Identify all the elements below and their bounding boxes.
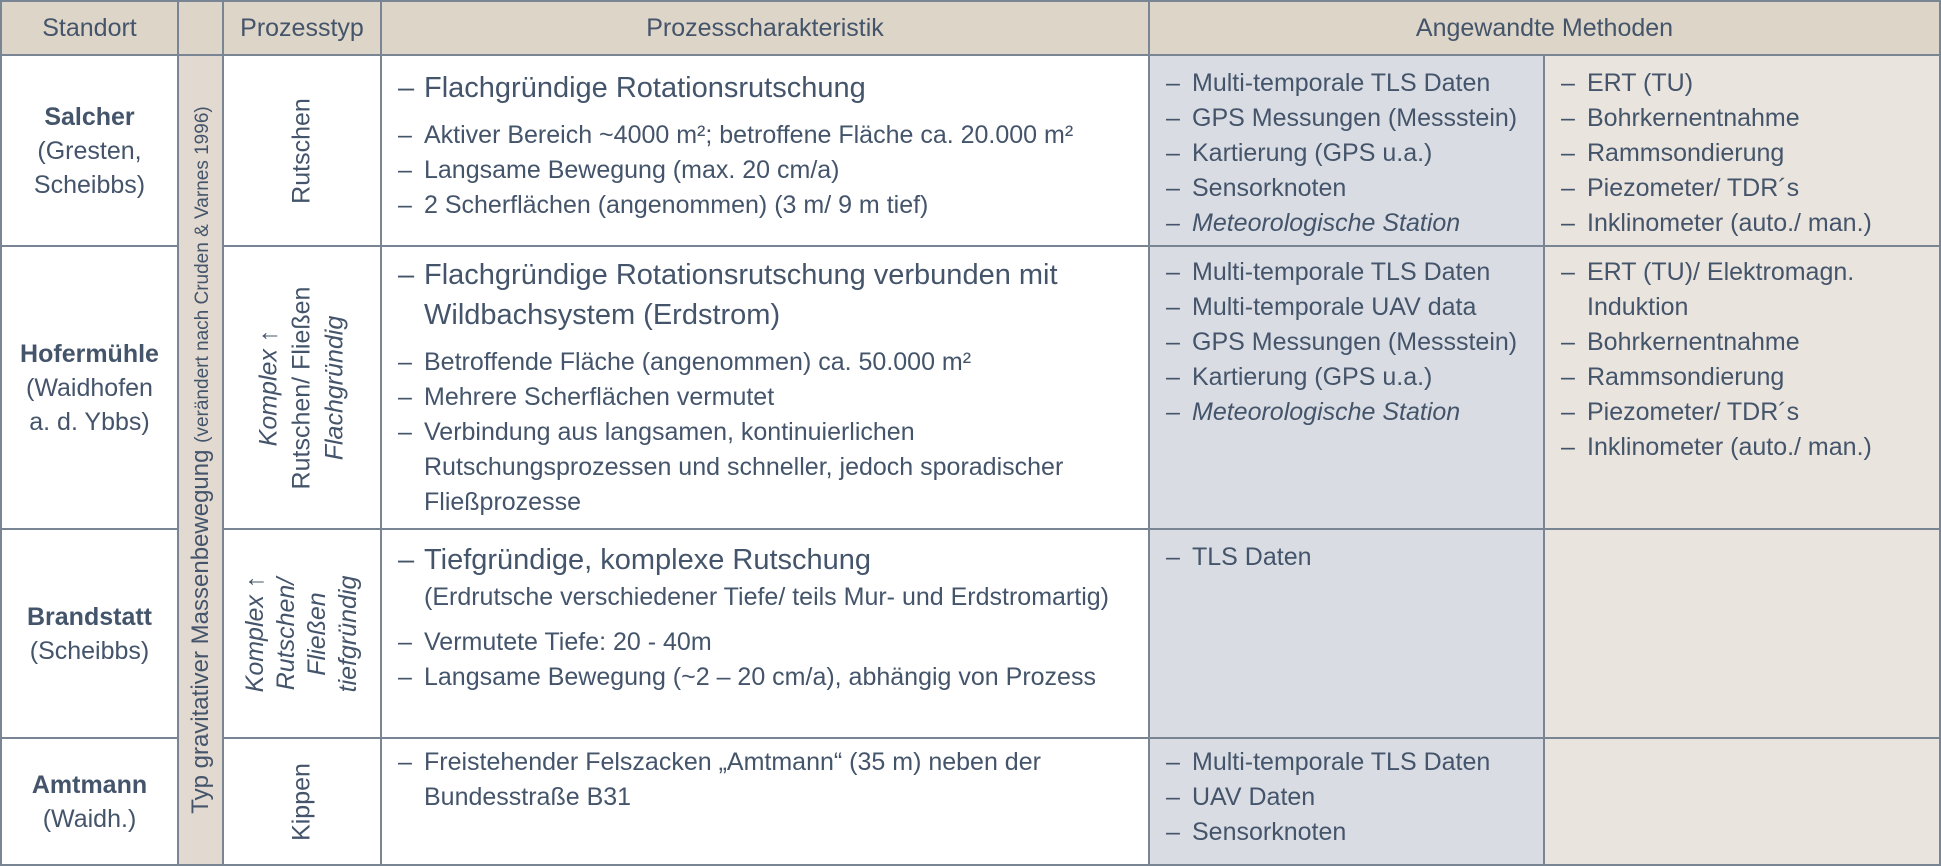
header-prozesstyp: Prozesstyp xyxy=(222,0,382,56)
list-item: – Kartierung (GPS u.a.) xyxy=(1162,136,1537,171)
charakteristik-amtmann xyxy=(380,737,1150,866)
list-item: – Multi-temporale UAV data xyxy=(1162,290,1537,325)
header-prozesscharakteristik: Prozesscharakteristik xyxy=(380,0,1150,56)
list-item: – Meteorologische Station xyxy=(1162,395,1537,430)
list-item: – Rammsondierung xyxy=(1557,360,1933,395)
list-item: – Inklinometer (auto./ man.) xyxy=(1557,430,1933,465)
process-title: – Flachgründige Rotationsrutschung xyxy=(394,68,1138,108)
type-depth: Flachgründig xyxy=(320,315,349,460)
site-location: (Waidh.) xyxy=(42,804,137,833)
header-spacer xyxy=(177,0,224,56)
methods2-amtmann xyxy=(1543,737,1941,866)
header-angewandte-methoden: Angewandte Methoden xyxy=(1148,0,1941,56)
prozesstyp-amtmann xyxy=(222,737,382,866)
type-label: Kippen xyxy=(287,762,316,841)
standort-salcher xyxy=(0,54,179,247)
header-standort: Standort xyxy=(0,0,179,56)
type-fliessen: Fließen xyxy=(303,591,331,676)
methods1-brandstatt xyxy=(1148,528,1545,739)
list-item: – Mehrere Scherflächen vermutet xyxy=(394,380,1138,415)
list-item: – Sensorknoten xyxy=(1162,171,1537,206)
list-item: – Vermutete Tiefe: 20 - 40m xyxy=(394,625,1138,660)
list-item: – GPS Messungen (Messstein) xyxy=(1162,325,1537,360)
type-depth: tiefgründig xyxy=(334,575,362,692)
list-item: – TLS Daten xyxy=(1162,540,1537,575)
site-name: Amtmann xyxy=(31,770,148,799)
vertical-type-source: (verändert nach Cruden & Varnes 1996) xyxy=(191,106,213,443)
standort-hofermuehle xyxy=(0,245,179,530)
methods2-salcher xyxy=(1543,54,1941,247)
process-title: – Flachgründige Rotationsrutschung verbunden mit Wildbachsystem (Erdstrom) xyxy=(394,255,1138,335)
list-item: – Kartierung (GPS u.a.) xyxy=(1162,360,1537,395)
list-item: – Multi-temporale TLS Daten xyxy=(1162,255,1537,290)
list-item: – UAV Daten xyxy=(1162,780,1537,815)
methods1-hofermuehle xyxy=(1148,245,1545,530)
list-item: – Bohrkernentnahme xyxy=(1557,325,1933,360)
process-title: – Tiefgründige, komplexe Rutschung xyxy=(394,540,1138,580)
list-item: – Langsame Bewegung (~2 – 20 cm/a), abhängig von Prozess xyxy=(394,660,1138,695)
list-item: – Langsame Bewegung (max. 20 cm/a) xyxy=(394,153,1138,188)
site-location: (Scheibbs) xyxy=(29,636,150,665)
list-item: – Bohrkernentnahme xyxy=(1557,101,1933,136)
type-label xyxy=(253,286,352,489)
charakteristik-salcher xyxy=(380,54,1150,247)
list-item: – GPS Messungen (Messstein) xyxy=(1162,101,1537,136)
charakteristik-hofermuehle xyxy=(380,245,1150,530)
methods2-brandstatt xyxy=(1543,528,1941,739)
site-name: Salcher xyxy=(44,102,135,131)
prozesstyp-hofermuehle xyxy=(222,245,382,530)
list-item: – Piezometer/ TDR´s xyxy=(1557,171,1933,206)
list-item: – Piezometer/ TDR´s xyxy=(1557,395,1933,430)
list-item: – ERT (TU)/ Elektromagn. Induktion xyxy=(1557,255,1933,325)
type-komplex: Komplex ↑ xyxy=(254,329,283,446)
site-location: a. d. Ybbs) xyxy=(29,407,150,436)
methods1-amtmann xyxy=(1148,737,1545,866)
vertical-type-main: Typ gravitativer Massenbewegung xyxy=(186,449,214,814)
site-location: (Waidhofen xyxy=(26,373,153,402)
list-item: – Inklinometer (auto./ man.) xyxy=(1557,206,1933,241)
standort-amtmann xyxy=(0,737,179,866)
list-item: – 2 Scherflächen (angenommen) (3 m/ 9 m tief) xyxy=(394,188,1138,223)
type-rutschen: Rutschen/ Fließen xyxy=(287,286,316,489)
standort-brandstatt xyxy=(0,528,179,739)
list-item: – Sensorknoten xyxy=(1162,815,1537,850)
list-item: – Betroffende Fläche (angenommen) ca. 50.000 m² xyxy=(394,345,1138,380)
site-location: (Gresten, xyxy=(37,136,142,165)
type-label xyxy=(240,575,364,692)
list-item: – Meteorologische Station xyxy=(1162,206,1537,241)
prozesstyp-salcher xyxy=(222,54,382,247)
list-item: – ERT (TU) xyxy=(1557,66,1933,101)
process-subtitle: (Erdrutsche verschiedener Tiefe/ teils Mur- und Erdstromartig) xyxy=(424,583,1109,611)
type-label: Rutschen xyxy=(287,97,316,204)
list-item: – Freistehender Felszacken „Amtmann“ (35 m) neben der Bundesstraße B31 xyxy=(394,745,1138,815)
list-item: – Verbindung aus langsamen, kontinuierlichen Rutschungsprozessen und schneller, jedoch sporadischer Fließprozesse xyxy=(394,415,1138,520)
methods2-hofermuehle xyxy=(1543,245,1941,530)
charakteristik-brandstatt xyxy=(380,528,1150,739)
list-item: – Multi-temporale TLS Daten xyxy=(1162,745,1537,780)
list-item: – Multi-temporale TLS Daten xyxy=(1162,66,1537,101)
type-rutschen: Rutschen/ xyxy=(272,577,300,690)
site-name: Brandstatt xyxy=(26,602,152,631)
vertical-type-column xyxy=(177,54,224,866)
methods1-salcher xyxy=(1148,54,1545,247)
vertical-type-label xyxy=(187,106,215,813)
list-item: – Aktiver Bereich ~4000 m²; betroffene Fläche ca. 20.000 m² xyxy=(394,118,1138,153)
prozesstyp-brandstatt xyxy=(222,528,382,739)
site-location: Scheibbs) xyxy=(33,170,146,199)
site-name: Hofermühle xyxy=(20,339,159,368)
type-komplex: Komplex ↑ xyxy=(241,575,269,692)
list-item: – Rammsondierung xyxy=(1557,136,1933,171)
